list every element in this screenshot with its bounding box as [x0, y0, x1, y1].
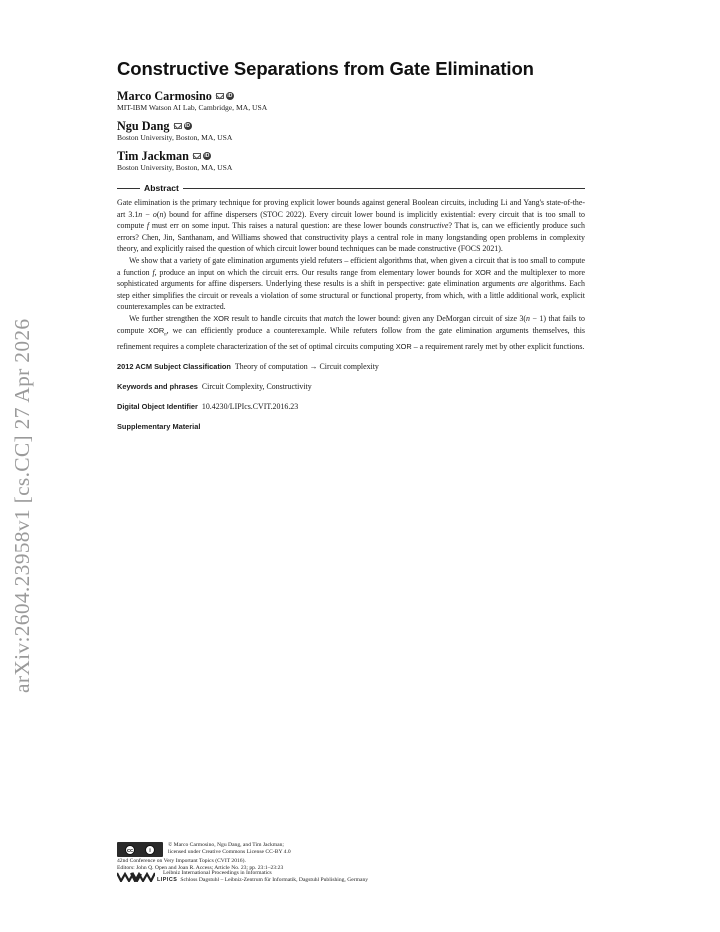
cc-icon: cc — [125, 845, 135, 855]
abstract-body — [117, 197, 585, 352]
author-affiliation: Boston University, Boston, MA, USA — [117, 133, 233, 142]
author-name-text: Tim Jackman — [117, 149, 189, 163]
mail-icon[interactable] — [174, 123, 182, 129]
abstract-paragraph-1: Gate elimination is the primary technique for proving explicit lower bounds against general Boolean circuits, including Li and Yang's state-of-the-art 3.1n − o(n) bound for affine dispersers (STOC 2022). Every circuit lower bound is implicitly existential: every circuit that is too small to compute f must err on some input. This raises a natural question: are these lower bounds constructive? That is, can we efficiently produce such errors? Chen, Jin, Santhanam, and Williams showed that constructivity plays a central role in many longstanding open problems in complexity theory, and explicitly raised the question of which circuit lower bound techniques can be made constructive (FOCS 2021). — [117, 198, 585, 254]
author-name — [117, 149, 585, 163]
doi-link[interactable]: 10.4230/LIPIcs.CVIT.2016.23 — [201, 402, 299, 412]
copyright-text: © Marco Carmosino, Ngu Dang, and Tim Jackman; licensed under Creative Commons License CC-BY 4.0 — [168, 842, 291, 856]
keywords: Keywords and phrases Circuit Complexity, Constructivity — [117, 382, 312, 392]
conference-info: 42nd Conference on Very Important Topics (CVIT 2016). Editors: John Q. Open and Joan R. Access; Article No. 23; pp. 23:1–23:23 — [117, 858, 284, 872]
author-affiliation: MIT-IBM Watson AI Lab, Cambridge, MA, USA — [117, 103, 268, 112]
abstract-label: Abstract — [144, 183, 179, 193]
cc-by-badge-icon[interactable] — [117, 842, 163, 857]
abstract-paragraph-2: We show that a variety of gate elimination arguments yield refuters – efficient algorithms that, when given a circuit that is too small to compute a function f, produce an input on which the circuit errs. Our results range from elementary lower bounds for XOR and the multiplexer to more sophisticated arguments for affine dispersers. Underlying these results is a shift in perspective: gate elimination arguments are algorithms. Each step either simplifies the circuit or reveals a violation of some structural or functional property, from which, with a little additional work, explicit counterexamples can be extracted. — [117, 255, 585, 312]
abstract-rule-right — [183, 188, 585, 189]
author-name-text: Ngu Dang — [117, 119, 170, 133]
author-affiliation: Boston University, Boston, MA, USA — [117, 163, 233, 172]
author-name-text: Marco Carmosino — [117, 89, 212, 103]
author-block — [117, 149, 585, 173]
lipics-logo-icon — [117, 872, 155, 882]
orcid-icon[interactable]: iD — [185, 123, 190, 129]
doi: Digital Object Identifier 10.4230/LIPIcs.CVIT.2016.23 — [117, 402, 299, 412]
author-block — [117, 89, 585, 113]
mail-icon[interactable] — [193, 153, 201, 159]
author-block — [117, 119, 585, 143]
supplementary-material: Supplementary Material — [117, 422, 201, 432]
arxiv-identifier: arXiv:2604.23958v1 [cs.CC] 27 Apr 2026 — [10, 318, 34, 693]
author-name — [117, 119, 585, 133]
paper-title: Constructive Separations from Gate Elimination — [117, 58, 534, 79]
mail-icon[interactable] — [216, 93, 224, 99]
lipics-publisher: LIPICS Schloss Dagstuhl – Leibniz-Zentrum für Informatik, Dagstuhl Publishing, Germany — [157, 877, 369, 883]
paper-content — [117, 58, 585, 441]
lipics-full-name: Leibniz International Proceedings in Informatics — [163, 870, 272, 876]
abstract-rule-left — [117, 188, 140, 189]
orcid-icon[interactable]: iD — [204, 153, 210, 159]
orcid-icon[interactable]: iD — [227, 93, 233, 99]
abstract-heading — [117, 183, 585, 193]
author-name — [117, 89, 585, 103]
paper-metadata — [117, 361, 585, 432]
acm-classification: 2012 ACM Subject Classification Theory of computation → Circuit complexity — [117, 362, 379, 372]
by-icon: i — [145, 845, 155, 855]
abstract-paragraph-3: We further strengthen the XOR result to handle circuits that match the lower bound: given any DeMorgan circuit of size 3(n − 1) that fails to compute $XOR_n$, we can efficiently produce a counterexample. While refuters follow from the gate elimination arguments themselves, this refinement requires a complete characterization of the set of optimal circuits computing XOR – a requirement rarely met by other explicit functions. — [117, 313, 585, 351]
